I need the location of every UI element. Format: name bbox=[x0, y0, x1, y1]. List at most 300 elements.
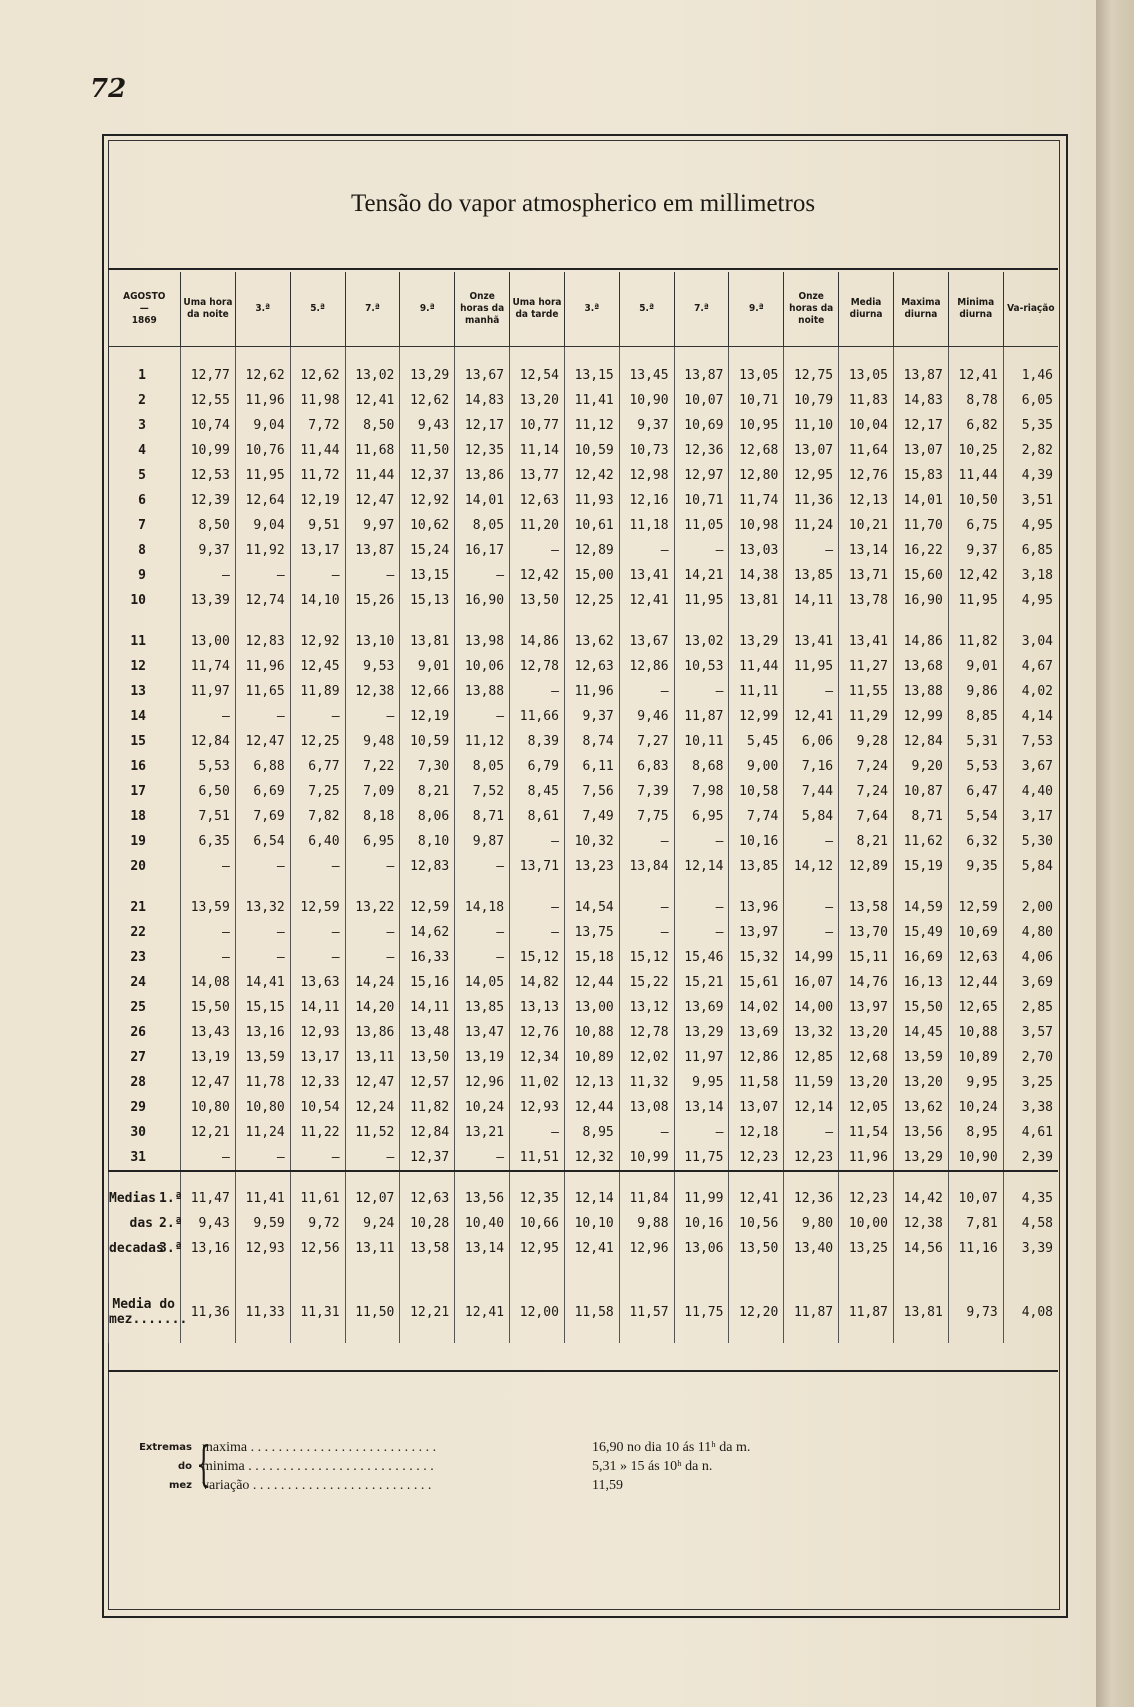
value-cell: — bbox=[235, 945, 290, 970]
value-cell: 12,13 bbox=[564, 1070, 619, 1095]
value-cell: 5,54 bbox=[948, 804, 1003, 829]
value-cell: 14,83 bbox=[893, 388, 948, 413]
value-cell: 15,12 bbox=[510, 945, 565, 970]
value-cell: 7,52 bbox=[455, 779, 510, 804]
value-cell: 10,28 bbox=[400, 1211, 455, 1236]
value-cell: 9,01 bbox=[948, 654, 1003, 679]
value-cell: 13,41 bbox=[619, 563, 674, 588]
value-cell: 13,22 bbox=[345, 879, 400, 920]
value-cell: 12,62 bbox=[400, 388, 455, 413]
value-cell: 12,63 bbox=[510, 488, 565, 513]
value-cell: 13,81 bbox=[893, 1261, 948, 1343]
value-cell: 12,84 bbox=[893, 729, 948, 754]
value-cell: 11,47 bbox=[181, 1171, 236, 1211]
value-cell: 14,59 bbox=[893, 879, 948, 920]
value-cell: 13,14 bbox=[455, 1236, 510, 1261]
value-cell: — bbox=[235, 854, 290, 879]
value-cell: 12,45 bbox=[290, 654, 345, 679]
value-cell: 10,24 bbox=[948, 1095, 1003, 1120]
value-cell: 13,07 bbox=[784, 438, 839, 463]
value-cell: 13,05 bbox=[729, 347, 784, 389]
day-number: 21 bbox=[130, 900, 146, 915]
value-cell: 10,88 bbox=[564, 1020, 619, 1045]
value-cell: 13,16 bbox=[235, 1020, 290, 1045]
value-cell: 12,44 bbox=[564, 1095, 619, 1120]
value-cell: 9,80 bbox=[784, 1211, 839, 1236]
value-cell: 4,67 bbox=[1003, 654, 1058, 679]
table-row bbox=[109, 588, 1059, 613]
value-cell: 12,93 bbox=[235, 1236, 290, 1261]
value-cell: 12,21 bbox=[181, 1120, 236, 1145]
day-number: 9 bbox=[138, 568, 146, 583]
value-cell: 12,63 bbox=[948, 945, 1003, 970]
value-cell: 14,86 bbox=[510, 613, 565, 654]
value-cell: 12,33 bbox=[290, 1070, 345, 1095]
value-cell: 12,76 bbox=[510, 1020, 565, 1045]
value-cell: 14,02 bbox=[729, 995, 784, 1020]
value-cell: 9,00 bbox=[729, 754, 784, 779]
extremas-label-line: Extremas bbox=[139, 1442, 192, 1453]
value-cell: 13,14 bbox=[839, 538, 894, 563]
table-row bbox=[109, 970, 1059, 995]
value-cell: 12,99 bbox=[729, 704, 784, 729]
value-cell: 12,38 bbox=[345, 679, 400, 704]
value-cell: 12,59 bbox=[948, 879, 1003, 920]
value-cell: 7,09 bbox=[345, 779, 400, 804]
value-cell: 11,87 bbox=[784, 1261, 839, 1343]
value-cell: — bbox=[674, 679, 729, 704]
value-cell: 12,74 bbox=[235, 588, 290, 613]
value-cell: — bbox=[455, 1145, 510, 1171]
value-cell: 12,96 bbox=[619, 1236, 674, 1261]
value-cell: 10,95 bbox=[729, 413, 784, 438]
value-cell: 11,75 bbox=[674, 1261, 729, 1343]
value-cell: 15,11 bbox=[839, 945, 894, 970]
value-cell: 13,81 bbox=[400, 613, 455, 654]
value-cell: 8,21 bbox=[400, 779, 455, 804]
value-cell: 11,24 bbox=[784, 513, 839, 538]
value-cell: 11,96 bbox=[235, 654, 290, 679]
value-cell: 12,78 bbox=[619, 1020, 674, 1045]
value-cell: 10,62 bbox=[400, 513, 455, 538]
day-number: 22 bbox=[130, 925, 146, 940]
value-cell: 11,92 bbox=[235, 538, 290, 563]
value-cell: 7,82 bbox=[290, 804, 345, 829]
value-cell: 10,56 bbox=[729, 1211, 784, 1236]
value-cell: 11,33 bbox=[235, 1261, 290, 1343]
value-cell: 7,53 bbox=[1003, 729, 1058, 754]
table-row bbox=[109, 347, 1059, 389]
day-number: 8 bbox=[138, 543, 146, 558]
value-cell: 11,05 bbox=[674, 513, 729, 538]
value-cell: 13,96 bbox=[729, 879, 784, 920]
value-cell: 14,45 bbox=[893, 1020, 948, 1045]
value-cell: — bbox=[674, 1120, 729, 1145]
value-cell: 14,12 bbox=[784, 854, 839, 879]
day-number: 28 bbox=[130, 1075, 146, 1090]
table-row bbox=[109, 654, 1059, 679]
value-cell: — bbox=[290, 945, 345, 970]
value-cell: 16,33 bbox=[400, 945, 455, 970]
value-cell: 11,93 bbox=[564, 488, 619, 513]
value-cell: 11,58 bbox=[729, 1070, 784, 1095]
decade-group-label: das bbox=[129, 1216, 153, 1231]
value-cell: 11,44 bbox=[729, 654, 784, 679]
value-cell: 6,82 bbox=[948, 413, 1003, 438]
value-cell: 13,77 bbox=[510, 463, 565, 488]
value-cell: 16,17 bbox=[455, 538, 510, 563]
table-row bbox=[109, 995, 1059, 1020]
day-number: 6 bbox=[138, 493, 146, 508]
decade-label bbox=[109, 1236, 181, 1261]
value-cell: — bbox=[510, 829, 565, 854]
extremas-name: variação . . . . . . . . . . . . . . . . . . . . . . . . . . bbox=[202, 1478, 432, 1493]
value-cell: 16,90 bbox=[893, 588, 948, 613]
day-number: 23 bbox=[130, 950, 146, 965]
day-number: 31 bbox=[130, 1150, 146, 1165]
day-number: 18 bbox=[130, 809, 146, 824]
value-cell: 12,80 bbox=[729, 463, 784, 488]
value-cell: — bbox=[455, 920, 510, 945]
value-cell: 11,22 bbox=[290, 1120, 345, 1145]
value-cell: 13,88 bbox=[893, 679, 948, 704]
value-cell: — bbox=[619, 920, 674, 945]
value-cell: 13,87 bbox=[674, 347, 729, 389]
value-cell: 3,04 bbox=[1003, 613, 1058, 654]
value-cell: 11,55 bbox=[839, 679, 894, 704]
value-cell: 6,88 bbox=[235, 754, 290, 779]
value-cell: 10,53 bbox=[674, 654, 729, 679]
value-cell: 12,38 bbox=[893, 1211, 948, 1236]
value-cell: 10,59 bbox=[400, 729, 455, 754]
table-row bbox=[109, 463, 1059, 488]
value-cell: 11,31 bbox=[290, 1261, 345, 1343]
table-row bbox=[109, 613, 1059, 654]
table-row bbox=[109, 563, 1059, 588]
value-cell: 9,95 bbox=[674, 1070, 729, 1095]
value-cell: 3,38 bbox=[1003, 1095, 1058, 1120]
value-cell: 6,06 bbox=[784, 729, 839, 754]
value-cell: 13,20 bbox=[510, 388, 565, 413]
value-cell: 11,36 bbox=[784, 488, 839, 513]
value-cell: — bbox=[235, 563, 290, 588]
value-cell: 11,27 bbox=[839, 654, 894, 679]
value-cell: 12,68 bbox=[729, 438, 784, 463]
value-cell: 12,14 bbox=[674, 854, 729, 879]
value-cell: 12,24 bbox=[345, 1095, 400, 1120]
value-cell: 12,93 bbox=[510, 1095, 565, 1120]
value-cell: 9,59 bbox=[235, 1211, 290, 1236]
value-cell: 14,08 bbox=[181, 970, 236, 995]
value-cell: 10,87 bbox=[893, 779, 948, 804]
value-cell: 12,47 bbox=[235, 729, 290, 754]
table-row bbox=[109, 779, 1059, 804]
value-cell: 5,45 bbox=[729, 729, 784, 754]
value-cell: 8,50 bbox=[181, 513, 236, 538]
value-cell: 13,13 bbox=[510, 995, 565, 1020]
value-cell: 8,39 bbox=[510, 729, 565, 754]
extremas-label-line: do bbox=[177, 1461, 192, 1472]
decade-label bbox=[109, 1171, 181, 1211]
value-cell: 13,56 bbox=[893, 1120, 948, 1145]
value-cell: 13,29 bbox=[674, 1020, 729, 1045]
value-cell: 11,99 bbox=[674, 1171, 729, 1211]
value-cell: 12,41 bbox=[564, 1236, 619, 1261]
value-cell: 12,63 bbox=[564, 654, 619, 679]
decade-group-label: decadas bbox=[109, 1241, 164, 1256]
value-cell: 14,54 bbox=[564, 879, 619, 920]
value-cell: 13,14 bbox=[674, 1095, 729, 1120]
value-cell: 15,18 bbox=[564, 945, 619, 970]
value-cell: 13,50 bbox=[510, 588, 565, 613]
value-cell: 10,66 bbox=[510, 1211, 565, 1236]
value-cell: 12,36 bbox=[784, 1171, 839, 1211]
value-cell: 12,97 bbox=[674, 463, 729, 488]
value-cell: 16,13 bbox=[893, 970, 948, 995]
table-row bbox=[109, 945, 1059, 970]
value-cell: 7,51 bbox=[181, 804, 236, 829]
value-cell: 5,84 bbox=[784, 804, 839, 829]
value-cell: 11,66 bbox=[510, 704, 565, 729]
value-cell: 16,69 bbox=[893, 945, 948, 970]
value-cell: 12,41 bbox=[948, 347, 1003, 389]
value-cell: 9,37 bbox=[181, 538, 236, 563]
table-row bbox=[109, 879, 1059, 920]
value-cell: 13,40 bbox=[784, 1236, 839, 1261]
value-cell: — bbox=[235, 920, 290, 945]
value-cell: 10,00 bbox=[839, 1211, 894, 1236]
day-number: 19 bbox=[130, 834, 146, 849]
value-cell: 12,25 bbox=[564, 588, 619, 613]
value-cell: 11,52 bbox=[345, 1120, 400, 1145]
value-cell: 13,25 bbox=[839, 1236, 894, 1261]
value-cell: — bbox=[290, 563, 345, 588]
value-cell: 7,56 bbox=[564, 779, 619, 804]
value-cell: 12,17 bbox=[893, 413, 948, 438]
value-cell: 14,20 bbox=[345, 995, 400, 1020]
value-cell: 5,30 bbox=[1003, 829, 1058, 854]
value-cell: 11,96 bbox=[235, 388, 290, 413]
value-cell: 12,19 bbox=[400, 704, 455, 729]
decade-row bbox=[109, 1171, 1059, 1211]
value-cell: 10,24 bbox=[455, 1095, 510, 1120]
value-cell: 6,95 bbox=[674, 804, 729, 829]
value-cell: 11,74 bbox=[729, 488, 784, 513]
extremas-row bbox=[202, 1438, 751, 1457]
value-cell: 15,61 bbox=[729, 970, 784, 995]
value-cell: 10,16 bbox=[674, 1211, 729, 1236]
value-cell: 3,69 bbox=[1003, 970, 1058, 995]
value-cell: 12,83 bbox=[400, 854, 455, 879]
table-row bbox=[109, 1145, 1059, 1171]
value-cell: — bbox=[181, 945, 236, 970]
value-cell: 15,50 bbox=[181, 995, 236, 1020]
value-cell: 12,18 bbox=[729, 1120, 784, 1145]
value-cell: 10,10 bbox=[564, 1211, 619, 1236]
value-cell: 9,28 bbox=[839, 729, 894, 754]
value-cell: 15,19 bbox=[893, 854, 948, 879]
month-mean-label bbox=[109, 1261, 188, 1343]
value-cell: 13,85 bbox=[455, 995, 510, 1020]
value-cell: — bbox=[510, 1120, 565, 1145]
column-header: Uma hora da noite bbox=[181, 272, 236, 347]
value-cell: 7,24 bbox=[839, 754, 894, 779]
value-cell: 13,20 bbox=[893, 1070, 948, 1095]
value-cell: 7,75 bbox=[619, 804, 674, 829]
value-cell: 7,98 bbox=[674, 779, 729, 804]
value-cell: 10,21 bbox=[839, 513, 894, 538]
value-cell: 7,22 bbox=[345, 754, 400, 779]
value-cell: 13,06 bbox=[674, 1236, 729, 1261]
table-row bbox=[109, 513, 1059, 538]
value-cell: 11,75 bbox=[674, 1145, 729, 1171]
value-cell: 11,96 bbox=[564, 679, 619, 704]
value-cell: 12,78 bbox=[510, 654, 565, 679]
value-cell: 4,35 bbox=[1003, 1171, 1058, 1211]
value-cell: 13,23 bbox=[564, 854, 619, 879]
day-number: 7 bbox=[138, 518, 146, 533]
day-number: 4 bbox=[138, 443, 146, 458]
value-cell: 4,39 bbox=[1003, 463, 1058, 488]
value-cell: 15,60 bbox=[893, 563, 948, 588]
value-cell: 12,57 bbox=[400, 1070, 455, 1095]
value-cell: 13,29 bbox=[729, 613, 784, 654]
value-cell: 13,59 bbox=[235, 1045, 290, 1070]
value-cell: 11,58 bbox=[564, 1261, 619, 1343]
value-cell: 8,68 bbox=[674, 754, 729, 779]
value-cell: 11,32 bbox=[619, 1070, 674, 1095]
value-cell: 12,42 bbox=[510, 563, 565, 588]
value-cell: 10,99 bbox=[181, 438, 236, 463]
value-cell: 12,64 bbox=[235, 488, 290, 513]
value-cell: 13,32 bbox=[784, 1020, 839, 1045]
value-cell: 13,98 bbox=[455, 613, 510, 654]
value-cell: 11,12 bbox=[564, 413, 619, 438]
value-cell: 6,11 bbox=[564, 754, 619, 779]
value-cell: 12,00 bbox=[510, 1261, 565, 1343]
value-cell: 12,68 bbox=[839, 1045, 894, 1070]
value-cell: 12,23 bbox=[729, 1145, 784, 1171]
decade-group-label: Medias bbox=[109, 1191, 156, 1206]
value-cell: 11,97 bbox=[674, 1045, 729, 1070]
value-cell: 13,17 bbox=[290, 1045, 345, 1070]
value-cell: 13,05 bbox=[839, 347, 894, 389]
value-cell: 12,47 bbox=[345, 1070, 400, 1095]
value-cell: 13,50 bbox=[400, 1045, 455, 1070]
value-cell: 12,84 bbox=[181, 729, 236, 754]
value-cell: 13,00 bbox=[564, 995, 619, 1020]
value-cell: 12,16 bbox=[619, 488, 674, 513]
value-cell: 3,67 bbox=[1003, 754, 1058, 779]
value-cell: 11,78 bbox=[235, 1070, 290, 1095]
value-cell: 10,74 bbox=[181, 413, 236, 438]
column-header: 3.ª bbox=[564, 272, 619, 347]
value-cell: — bbox=[455, 563, 510, 588]
page-title: Tensão do vapor atmospherico em millimetros bbox=[350, 190, 816, 217]
value-cell: 12,89 bbox=[564, 538, 619, 563]
value-cell: — bbox=[181, 920, 236, 945]
value-cell: 11,44 bbox=[948, 463, 1003, 488]
value-cell: — bbox=[784, 920, 839, 945]
value-cell: 7,74 bbox=[729, 804, 784, 829]
value-cell: 11,02 bbox=[510, 1070, 565, 1095]
value-cell: 16,22 bbox=[893, 538, 948, 563]
value-cell: — bbox=[345, 945, 400, 970]
value-cell: 8,95 bbox=[948, 1120, 1003, 1145]
value-cell: 10,50 bbox=[948, 488, 1003, 513]
value-cell: 9,37 bbox=[564, 704, 619, 729]
table-row bbox=[109, 729, 1059, 754]
value-cell: 13,11 bbox=[345, 1045, 400, 1070]
value-cell: 13,19 bbox=[181, 1045, 236, 1070]
value-cell: 11,72 bbox=[290, 463, 345, 488]
value-cell: — bbox=[674, 538, 729, 563]
value-cell: 15,26 bbox=[345, 588, 400, 613]
value-cell: 11,29 bbox=[839, 704, 894, 729]
value-cell: 13,50 bbox=[729, 1236, 784, 1261]
value-cell: 11,87 bbox=[674, 704, 729, 729]
value-cell: 4,95 bbox=[1003, 588, 1058, 613]
value-cell: 9,24 bbox=[345, 1211, 400, 1236]
value-cell: 9,97 bbox=[345, 513, 400, 538]
value-cell: — bbox=[619, 679, 674, 704]
value-cell: 15,46 bbox=[674, 945, 729, 970]
value-cell: 12,37 bbox=[400, 463, 455, 488]
value-cell: 11,95 bbox=[674, 588, 729, 613]
value-cell: 1,46 bbox=[1003, 347, 1058, 389]
value-cell: 12,14 bbox=[564, 1171, 619, 1211]
value-cell: 13,75 bbox=[564, 920, 619, 945]
value-cell: 9,87 bbox=[455, 829, 510, 854]
value-cell: 8,85 bbox=[948, 704, 1003, 729]
value-cell: 13,67 bbox=[455, 347, 510, 389]
value-cell: 8,71 bbox=[893, 804, 948, 829]
extremas-row bbox=[202, 1457, 713, 1476]
value-cell: — bbox=[290, 704, 345, 729]
table-row bbox=[109, 1045, 1059, 1070]
value-cell: 15,22 bbox=[619, 970, 674, 995]
value-cell: 5,31 bbox=[948, 729, 1003, 754]
value-cell: — bbox=[674, 920, 729, 945]
value-cell: 14,86 bbox=[893, 613, 948, 654]
value-cell: 5,84 bbox=[1003, 854, 1058, 879]
value-cell: 7,81 bbox=[948, 1211, 1003, 1236]
value-cell: 4,14 bbox=[1003, 704, 1058, 729]
value-cell: 13,29 bbox=[400, 347, 455, 389]
extremas-value: 5,31 » 15 ás 10ʰ da n. bbox=[592, 1459, 713, 1474]
value-cell: 10,77 bbox=[510, 413, 565, 438]
column-header: Onze horas da manhã bbox=[455, 272, 510, 347]
value-cell: 6,50 bbox=[181, 779, 236, 804]
value-cell: 13,70 bbox=[839, 920, 894, 945]
value-cell: 10,90 bbox=[619, 388, 674, 413]
value-cell: 10,07 bbox=[948, 1171, 1003, 1211]
value-cell: 13,43 bbox=[181, 1020, 236, 1045]
value-cell: 13,85 bbox=[729, 854, 784, 879]
value-cell: — bbox=[510, 879, 565, 920]
value-cell: 12,44 bbox=[948, 970, 1003, 995]
value-cell: 12,84 bbox=[400, 1120, 455, 1145]
value-cell: 14,01 bbox=[893, 488, 948, 513]
value-cell: 11,59 bbox=[784, 1070, 839, 1095]
value-cell: 9,01 bbox=[400, 654, 455, 679]
value-cell: 11,57 bbox=[619, 1261, 674, 1343]
value-cell: 4,58 bbox=[1003, 1211, 1058, 1236]
value-cell: 13,62 bbox=[564, 613, 619, 654]
value-cell: 11,18 bbox=[619, 513, 674, 538]
value-cell: 12,53 bbox=[181, 463, 236, 488]
value-cell: 8,05 bbox=[455, 754, 510, 779]
